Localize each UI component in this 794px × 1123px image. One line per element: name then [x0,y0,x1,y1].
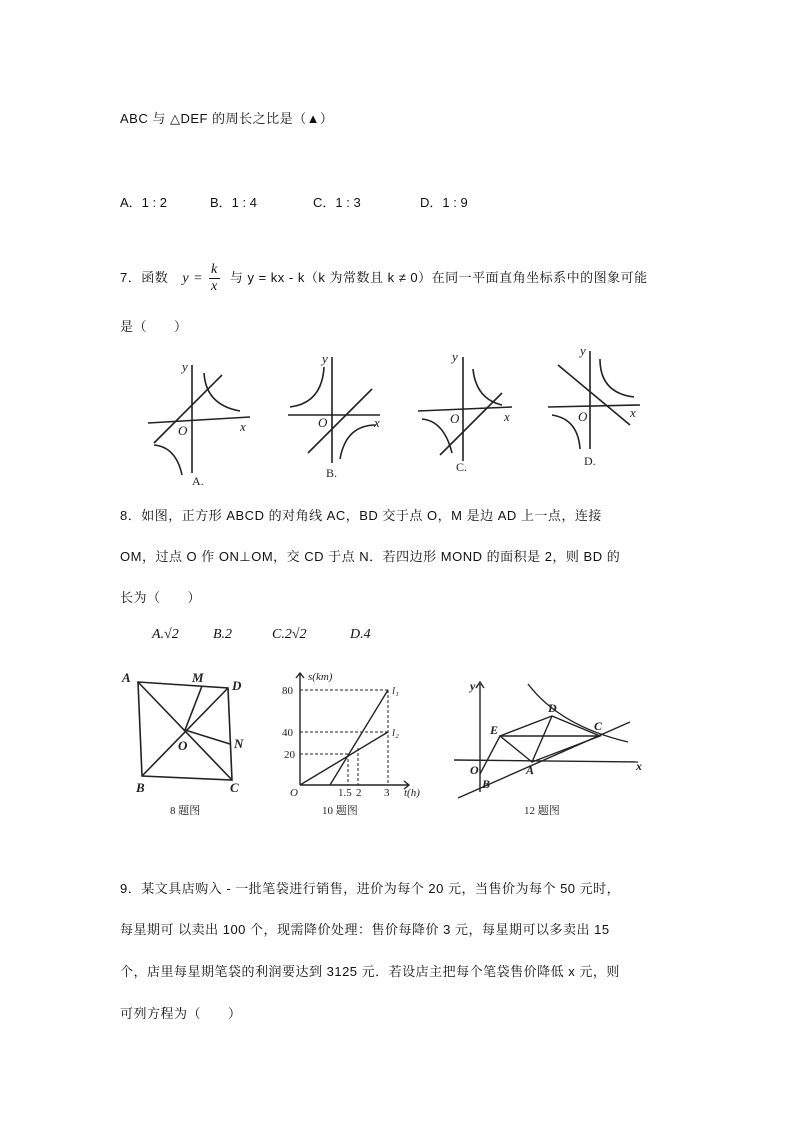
q7-fraction [209,262,220,295]
svg-text:O: O [578,409,588,424]
fig12-label-e: E [490,723,499,737]
fig10-ytick-80: 80 [282,685,293,697]
fig10-ytick-40: 40 [282,727,293,739]
svg-text:x: x [374,415,380,430]
fig12-label-o: O [470,763,479,777]
fig12-label-b: B [482,777,491,791]
fig12-quadrilateral [500,716,600,762]
q6-option-c: C．1 : 3 [313,195,361,210]
graph-c-x-axis [418,407,512,411]
label-m: M [192,670,204,685]
q8-option-a: A.√2 [152,627,179,642]
fig10-ylabel: s(km) [308,671,333,683]
fig10-xtick-2: 2 [356,787,362,799]
q8-option-b: B.2 [213,627,233,642]
fig10-label-l1: l₁ [392,685,399,697]
label-n: N [234,736,244,751]
svg-text:O: O [450,411,460,426]
label-o: O [178,738,188,753]
fig10-xtick-1-5: 1.5 [338,787,352,799]
svg-text:y: y [580,345,586,358]
svg-text:x: x [504,409,510,424]
graph-b-label: B. [326,466,338,480]
fig12-label-y: y [470,679,476,693]
q9-line1: 9．某文具店购入 - 一批笔袋进行销售，进价为每个 20 元，当售价为每个 50 元时， [120,881,621,896]
graph-b-curve-2 [340,425,376,459]
label-c: C [230,780,239,795]
q7-suffix: 与 y = kx - k（k 为常数且 k ≠ 0）在同一平面直角坐标系中的图象可能 [229,269,648,285]
fig10-xtick-o: O [290,787,298,799]
label-a: A [122,670,131,685]
q8-line3: 长为（ ） [120,590,202,605]
q8-line1: 8．如图，正方形 ABCD 的对角线 AC，BD 交于点 O，M 是边 AD 上一点，连接 [120,508,602,523]
graph-a-curve-1 [204,373,240,411]
fig10-label-l2: l₂ [392,727,399,739]
fig10-ytick-20: 20 [284,749,295,761]
fig12-label-c: C [594,719,603,733]
q9-line2: 每星期可 以卖出 100 个，现需降价处理：售价每降价 3 元，每星期可以多卖出 15 [120,922,610,937]
svg-text:O: O [178,423,188,438]
fig12-label-a: A [526,763,535,777]
q9-line3: 个，店里每星期笔袋的利润要达到 3125 元．若设店主把每个笔袋售价降低 x 元，则 [120,964,620,979]
q8-option-c: C.2√2 [272,627,307,642]
graph-a-label: A. [192,474,204,488]
q7-prefix: 7．函数 [120,269,169,285]
figure-8 [118,668,258,823]
graph-a-line [154,375,222,443]
svg-text:O: O [318,415,328,430]
q6-option-a: A．1 : 2 [120,195,167,210]
graph-c-curve-1 [473,369,502,405]
label-d: D [232,678,242,693]
q7-graphs [140,345,675,490]
q7-frac-den: x [211,279,218,294]
q7-line1 [120,262,648,295]
svg-text:x: x [240,419,246,434]
svg-text:x: x [630,405,636,420]
graph-a-x-axis [148,417,250,423]
fig10-line-l2 [300,732,388,785]
q6-option-b: B．1 : 4 [210,195,257,210]
fig12-hyperbola [528,684,628,742]
fig8-caption: 8 题图 [170,805,201,817]
fig10-xtick-3: 3 [384,787,390,799]
fig10-xlabel: t(h) [404,787,420,799]
q8-option-d: D.4 [350,627,371,642]
q6-text: ABC 与 △DEF 的周长之比是（▲） [120,111,334,126]
fig12-x-axis [454,760,638,762]
fig12-caption: 12 题图 [524,805,560,817]
svg-text:y: y [182,359,188,374]
q6-option-d: D．1 : 9 [420,195,468,210]
q7-frac-num: k [211,262,218,277]
fig10-caption: 10 题图 [322,805,358,817]
graph-a-curve-2 [154,445,182,475]
figure-10 [282,664,432,824]
q7-line2: 是（ ） [120,319,188,334]
label-b: B [136,780,145,795]
graph-d-label: D. [584,454,596,468]
figure-12 [450,670,665,825]
fig12-label-x: x [636,759,642,773]
svg-text:y: y [322,351,328,366]
graph-d-line [558,365,630,425]
q7-y-eq: y = [182,270,204,286]
graph-d-x-axis [548,405,640,407]
graph-d-curve-2 [552,415,580,449]
graph-b-curve-1 [290,367,324,407]
q9-line4: 可列方程为（ ） [120,1006,242,1021]
graph-d-curve-1 [600,359,634,397]
q8-line2: OM，过点 O 作 ON⊥OM，交 CD 于点 N．若四边形 MOND 的面积是 2，则 BD 的 [120,549,621,564]
svg-text:y: y [452,349,458,364]
fig12-label-d: D [548,701,557,715]
graph-c-label: C. [456,460,468,474]
